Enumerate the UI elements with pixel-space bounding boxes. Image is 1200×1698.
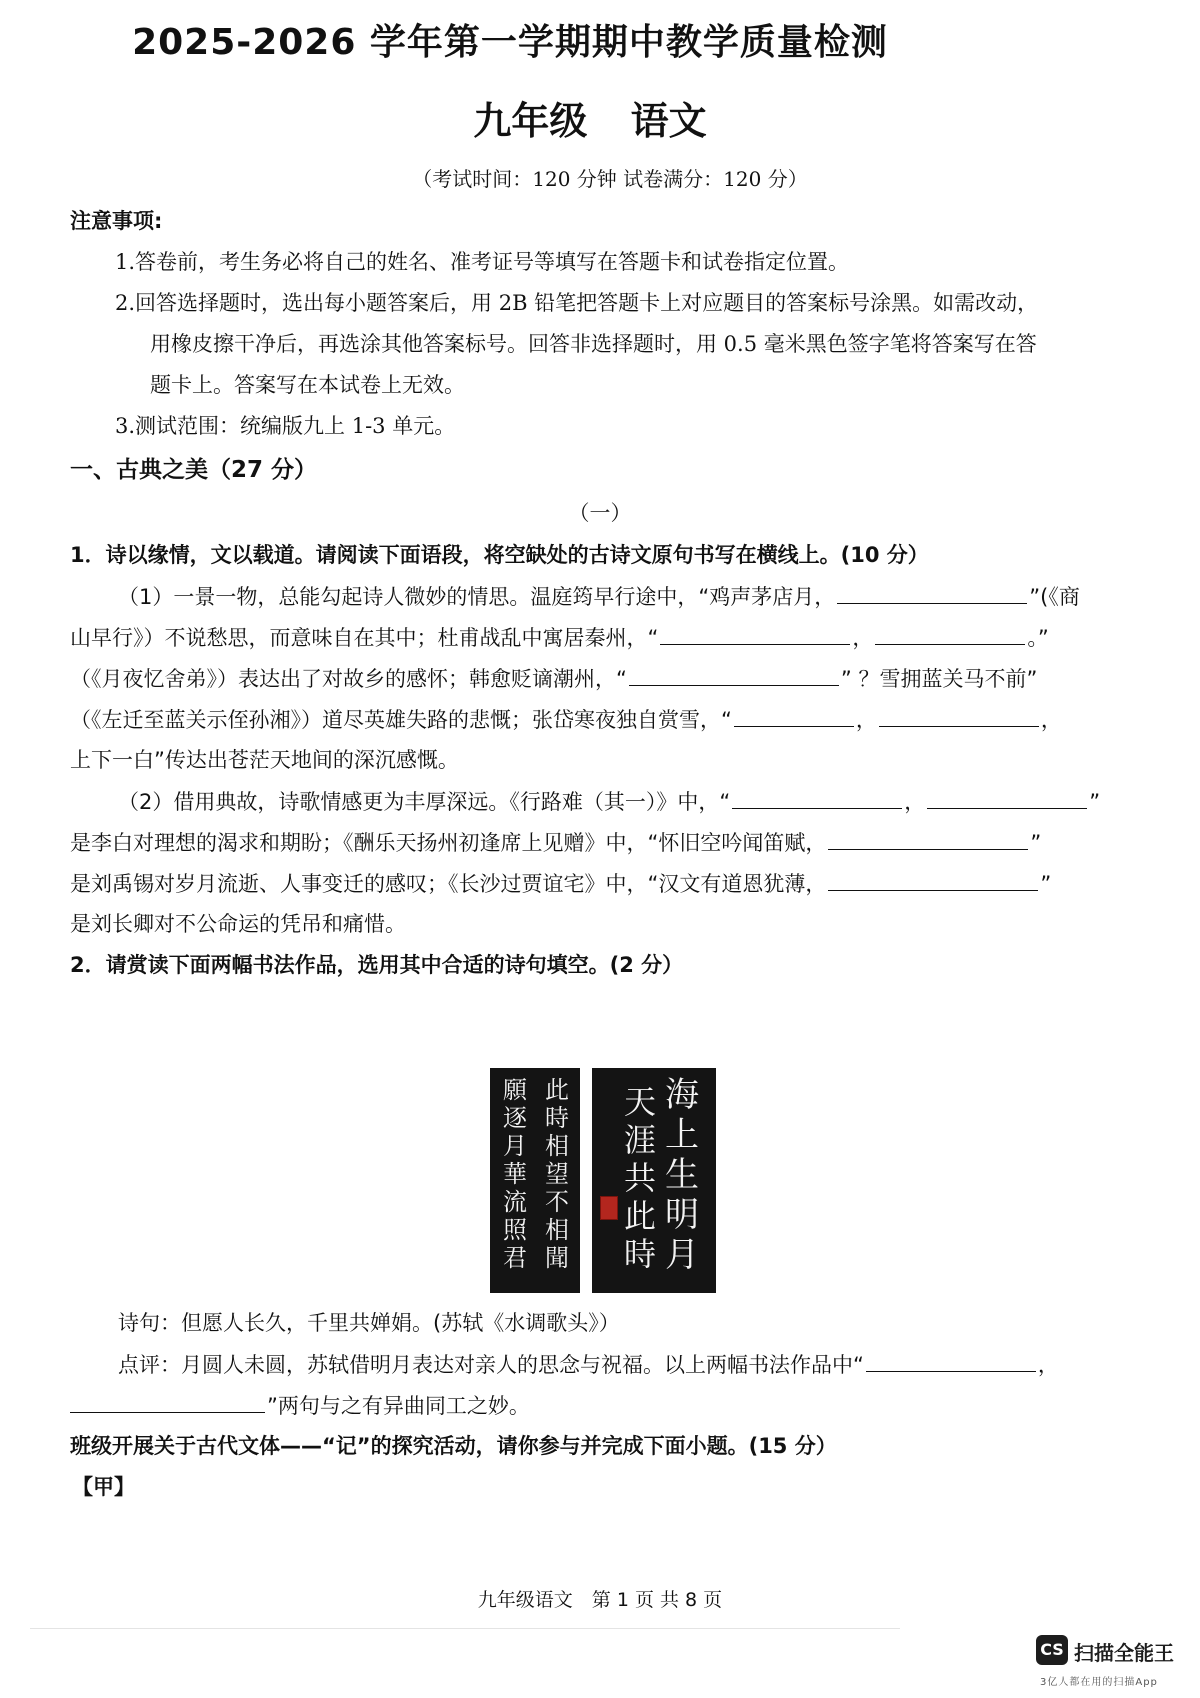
- calligraphy-char: 聞: [545, 1244, 569, 1272]
- scanner-watermark: [1036, 1635, 1196, 1690]
- question-1-stem: 1．诗以缘情，文以载道。请阅读下面语段，将空缺处的古诗文原句书写在横线上。(10 分）: [70, 543, 929, 567]
- exam-subtitle: 九年级 语文: [473, 99, 707, 143]
- answer-blank[interactable]: [70, 1390, 265, 1413]
- calligraphy-column: [620, 1083, 660, 1276]
- calligraphy-char: 明: [665, 1195, 699, 1235]
- section-heading: 一、古典之美（27 分）: [70, 457, 318, 483]
- seal-stamp-icon: [600, 1196, 618, 1220]
- answer-blank[interactable]: [828, 827, 1028, 850]
- calligraphy-char: 月: [503, 1132, 527, 1160]
- calligraphy-char: 時: [623, 1235, 656, 1273]
- part-label: （一）: [568, 501, 632, 525]
- q1-p1-line-2: 山早行》）不说愁思，而意味自在其中；杜甫战乱中寓居秦州，“ ， 。”: [70, 622, 1140, 653]
- q2-poem-line: 诗句：但愿人长久，千里共婵娟。(苏轼《水调歌头》）: [118, 1311, 620, 1335]
- passage-label: 【甲】: [72, 1475, 135, 1499]
- calligraphy-char: 共: [623, 1159, 656, 1197]
- camscanner-logo-icon: CS: [1036, 1635, 1068, 1665]
- footer-divider: [30, 1628, 900, 1629]
- calligraphy-column: [662, 1075, 702, 1278]
- answer-blank[interactable]: [866, 1349, 1036, 1372]
- calligraphy-char: 相: [545, 1216, 569, 1244]
- calligraphy-char: 逐: [503, 1104, 527, 1132]
- notes-item-3: 3.测试范围：统编版九上 1-3 单元。: [115, 414, 456, 438]
- q1-p2-line-1: （2）借用典故，诗歌情感更为丰厚深远。《行路难（其一）》中，“ ， ”: [118, 786, 1188, 817]
- answer-blank[interactable]: [837, 581, 1027, 604]
- watermark-tagline: 3亿人都在用的扫描App: [1040, 1677, 1158, 1688]
- page-footer: 九年级语文 第 1 页 共 8 页: [477, 1589, 723, 1611]
- answer-blank[interactable]: [734, 704, 854, 727]
- question-3-stem: 班级开展关于古代文体——“记”的探究活动，请你参与并完成下面小题。(15 分）: [70, 1434, 837, 1458]
- exam-title: 2025-2026 学年第一学期期中教学质量检测: [132, 22, 888, 63]
- q1-p2-line-2: 是李白对理想的渴求和期盼；《酬乐天扬州初逢席上见赠》中，“怀旧空吟闻笛赋， ”: [70, 827, 1140, 858]
- q1-p2-line-3: 是刘禹锡对岁月流逝、人事变迁的感叹；《长沙过贾谊宅》中，“汉文有道恩犹薄， ”: [70, 868, 1140, 899]
- calligraphy-char: 不: [545, 1188, 569, 1216]
- calligraphy-char: 上: [665, 1115, 699, 1155]
- calligraphy-char: 此: [545, 1076, 569, 1104]
- calligraphy-char: 生: [665, 1155, 699, 1195]
- answer-blank[interactable]: [629, 663, 839, 686]
- calligraphy-work-right: [592, 1068, 716, 1293]
- notes-item-1: 1.答卷前，考生务必将自己的姓名、准考证号等填写在答题卡和试卷指定位置。: [115, 250, 850, 274]
- calligraphy-work-left: [490, 1068, 580, 1293]
- answer-blank[interactable]: [927, 786, 1087, 809]
- answer-blank[interactable]: [879, 704, 1039, 727]
- calligraphy-char: 華: [503, 1160, 527, 1188]
- calligraphy-char: 流: [503, 1188, 527, 1216]
- notes-item-2-line-1: 2.回答选择题时，选出每小题答案后，用 2B 铅笔把答题卡上对应题目的答案标号涂黑。如需改动，: [115, 291, 1039, 315]
- calligraphy-char: 君: [503, 1244, 527, 1272]
- question-2-stem: 2．请赏读下面两幅书法作品，选用其中合适的诗句填空。(2 分）: [70, 953, 684, 977]
- answer-blank[interactable]: [660, 622, 850, 645]
- exam-info: （考试时间：120 分钟 试卷满分：120 分）: [412, 167, 808, 191]
- answer-blank[interactable]: [732, 786, 902, 809]
- notes-item-2-line-3: 题卡上。答案写在本试卷上无效。: [150, 373, 465, 397]
- calligraphy-char: 此: [623, 1197, 656, 1235]
- notes-heading: 注意事项:: [70, 209, 163, 233]
- answer-blank[interactable]: [875, 622, 1025, 645]
- watermark-name: 扫描全能王: [1074, 1641, 1174, 1665]
- calligraphy-column: [498, 1078, 532, 1274]
- q1-p1-line-5: 上下一白”传达出苍茫天地间的深沉感慨。: [70, 748, 459, 772]
- calligraphy-char: 天: [623, 1083, 656, 1121]
- q1-p2-line-4: 是刘长卿对不公命运的凭吊和痛惜。: [70, 912, 406, 936]
- q1-p1-line-4: （《左迁至蓝关示侄孙湘》）道尽英雄失路的悲慨；张岱寒夜独自赏雪，“ ， ，: [70, 704, 1140, 735]
- calligraphy-char: 照: [503, 1216, 527, 1244]
- calligraphy-char: 涯: [623, 1121, 656, 1159]
- calligraphy-column: [540, 1078, 574, 1274]
- calligraphy-char: 願: [503, 1076, 527, 1104]
- q1-p1-line-3: （《月夜忆舍弟》）表达出了对故乡的感怀；韩愈贬谪潮州，“ ” ？雪拥蓝关马不前”: [70, 663, 1140, 694]
- calligraphy-char: 望: [545, 1160, 569, 1188]
- calligraphy-char: 月: [665, 1235, 699, 1275]
- calligraphy-char: 時: [545, 1104, 569, 1132]
- calligraphy-char: 相: [545, 1132, 569, 1160]
- q2-comment-line-2: ”两句与之有异曲同工之妙。: [70, 1390, 1140, 1421]
- notes-item-2-line-2: 用橡皮擦干净后，再选涂其他答案标号。回答非选择题时，用 0.5 毫米黑色签字笔将答案写在答: [150, 332, 1037, 356]
- answer-blank[interactable]: [828, 868, 1038, 891]
- q2-comment-line-1: 点评：月圆人未圆，苏轼借明月表达对亲人的思念与祝福。以上两幅书法作品中“ ，: [118, 1349, 1188, 1380]
- q1-p1-line-1: （1）一景一物，总能勾起诗人微妙的情思。温庭筠早行途中，“鸡声茅店月， ”(《商: [118, 581, 1188, 612]
- calligraphy-char: 海: [665, 1075, 699, 1115]
